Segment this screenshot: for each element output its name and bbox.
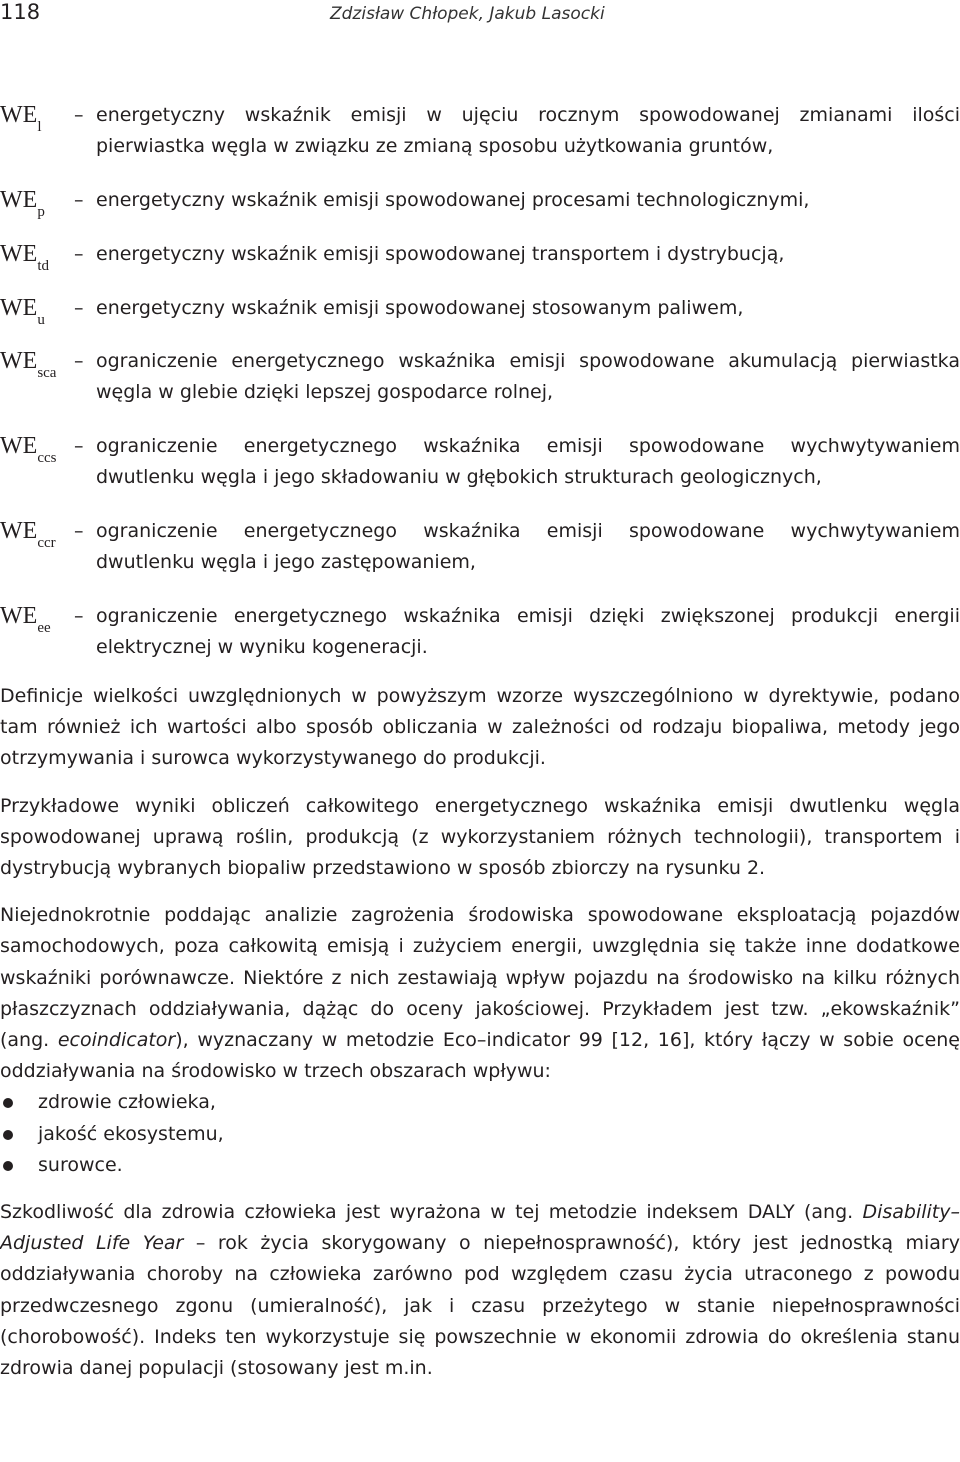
definition-text: energetyczny wskaźnik emisji spowodowanej procesami technologicznymi, xyxy=(96,189,810,211)
definition-item xyxy=(0,346,960,431)
definition-dash: – xyxy=(74,605,84,627)
definition-symbol: $WE_l$ xyxy=(0,102,42,135)
body-text xyxy=(0,681,960,1384)
definition-dash: – xyxy=(74,435,84,457)
ecoindicator-term: ecoindicator xyxy=(57,1029,176,1052)
paragraph-definitions-source: Definicje wielkości uwzględnionych w powyższym wzorze wyszczególniono w dyrektywie, podano tam również ich wartości albo sposób obliczania w zależności od rodzaju biopaliwa, metody jego otrzymywania i surowca wykorzystywanego do produkcji. xyxy=(0,685,960,770)
definition-dash: – xyxy=(74,189,84,211)
definition-item xyxy=(0,185,960,239)
definition-item xyxy=(0,239,960,293)
symbol-definitions xyxy=(0,100,960,667)
definition-symbol: $WE_{ee}$ xyxy=(0,603,51,636)
paragraph-daly: Szkodliwość dla zdrowia człowieka jest wyrażona w tej metodzie indeksem DALY (ang. Disability–Adjusted Life Year – rok życia skorygowany o niepełnosprawność), który jest jednostką miary oddziaływania choroby na człowieka zarówno pod względem czasu życia utraconego z powodu przedwczesnego zgonu (umieralność), jak i czasu przeżytego w stanie niepełnosprawności (chorobowość). Indeks ten wykorzystuje się powszechnie w ekonomii zdrowia do określenia stanu zdrowia danej populacji (stosowany jest m.in. xyxy=(0,1201,960,1380)
daly-term: Disability–Adjusted Life Year xyxy=(0,1201,960,1255)
bullet-icon xyxy=(3,1130,13,1140)
running-header-authors: Zdzisław Chłopek, Jakub Lasocki xyxy=(330,4,605,24)
definition-dash: – xyxy=(74,520,84,542)
definition-dash: – xyxy=(74,104,84,126)
list-item: surowce. xyxy=(0,1150,960,1181)
definition-text: ograniczenie energetycznego wskaźnika emisji dzięki zwiększonej produkcji energii elektrycznej w wyniku kogeneracji. xyxy=(96,605,960,658)
definition-text: ograniczenie energetycznego wskaźnika emisji spowodowane akumulacją pierwiastka węgla w glebie dzięki lepszej gospodarce rolnej, xyxy=(96,350,960,403)
definition-text: energetyczny wskaźnik emisji spowodowanej stosowanym paliwem, xyxy=(96,297,744,319)
definition-item xyxy=(0,601,960,667)
list-item: zdrowie człowieka, xyxy=(0,1087,960,1118)
definition-symbol: $WE_{td}$ xyxy=(0,241,49,274)
definition-item xyxy=(0,431,960,516)
running-header xyxy=(0,0,960,26)
definition-text: ograniczenie energetycznego wskaźnika emisji spowodowane wychwytywaniem dwutlenku węgla i jego zastępowaniem, xyxy=(96,520,960,573)
paragraph-example-results: Przykładowe wyniki obliczeń całkowitego energetycznego wskaźnika emisji dwutlenku węgla spowodowanej uprawą roślin, produkcją (z wykorzystaniem różnych technologii), transportem i dystrybucją wybranych biopaliw przedstawiono w sposób zbiorczy na rysunku 2. xyxy=(0,794,960,880)
definition-symbol: $WE_{ccs}$ xyxy=(0,433,57,466)
definition-item xyxy=(0,100,960,185)
definition-dash: – xyxy=(74,243,84,265)
definition-item xyxy=(0,293,960,346)
definition-symbol: $WE_u$ xyxy=(0,295,45,328)
definition-symbol: $WE_{ccr}$ xyxy=(0,518,56,551)
definition-item xyxy=(0,516,960,601)
bullet-icon xyxy=(3,1161,13,1171)
impact-areas-list xyxy=(0,1087,960,1181)
bullet-icon xyxy=(3,1098,13,1108)
definition-text: energetyczny wskaźnik emisji w ujęciu rocznym spowodowanej zmianami ilości pierwiastka węgla w związku ze zmianą sposobu użytkowania gruntów, xyxy=(96,104,960,157)
paragraph-ecoindicator: Niejednokrotnie poddając analizie zagrożenia środowiska spowodowane eksploatacją pojazdów samochodowych, poza całkowitą emisją i zużyciem energii, uwzględnia się także inne dodatkowe wskaźniki porównawcze. Niektóre z nich zestawiają wpływ pojazdu na środowisko na kilku różnych płaszczyznach oddziaływania, dążąc do oceny jakościowej. Przykładem jest tzw. „ekowskaźnik” (ang. ecoindicator), wyznaczany w metodzie Eco–indicator 99 [12, 16], który łączy w sobie ocenę oddziaływania na środowisko w trzech obszarach wpływu: xyxy=(0,904,960,1083)
definition-dash: – xyxy=(74,297,84,319)
definition-symbol: $WE_{sca}$ xyxy=(0,348,57,381)
definition-text: ograniczenie energetycznego wskaźnika emisji spowodowane wychwytywaniem dwutlenku węgla i jego składowaniu w głębokich strukturach geologicznych, xyxy=(96,435,960,488)
definition-dash: – xyxy=(74,350,84,372)
definition-symbol: $WE_p$ xyxy=(0,187,45,220)
page-number: 118 xyxy=(0,0,41,24)
definition-text: energetyczny wskaźnik emisji spowodowanej transportem i dystrybucją, xyxy=(96,243,785,265)
list-item: jakość ekosystemu, xyxy=(0,1119,960,1150)
